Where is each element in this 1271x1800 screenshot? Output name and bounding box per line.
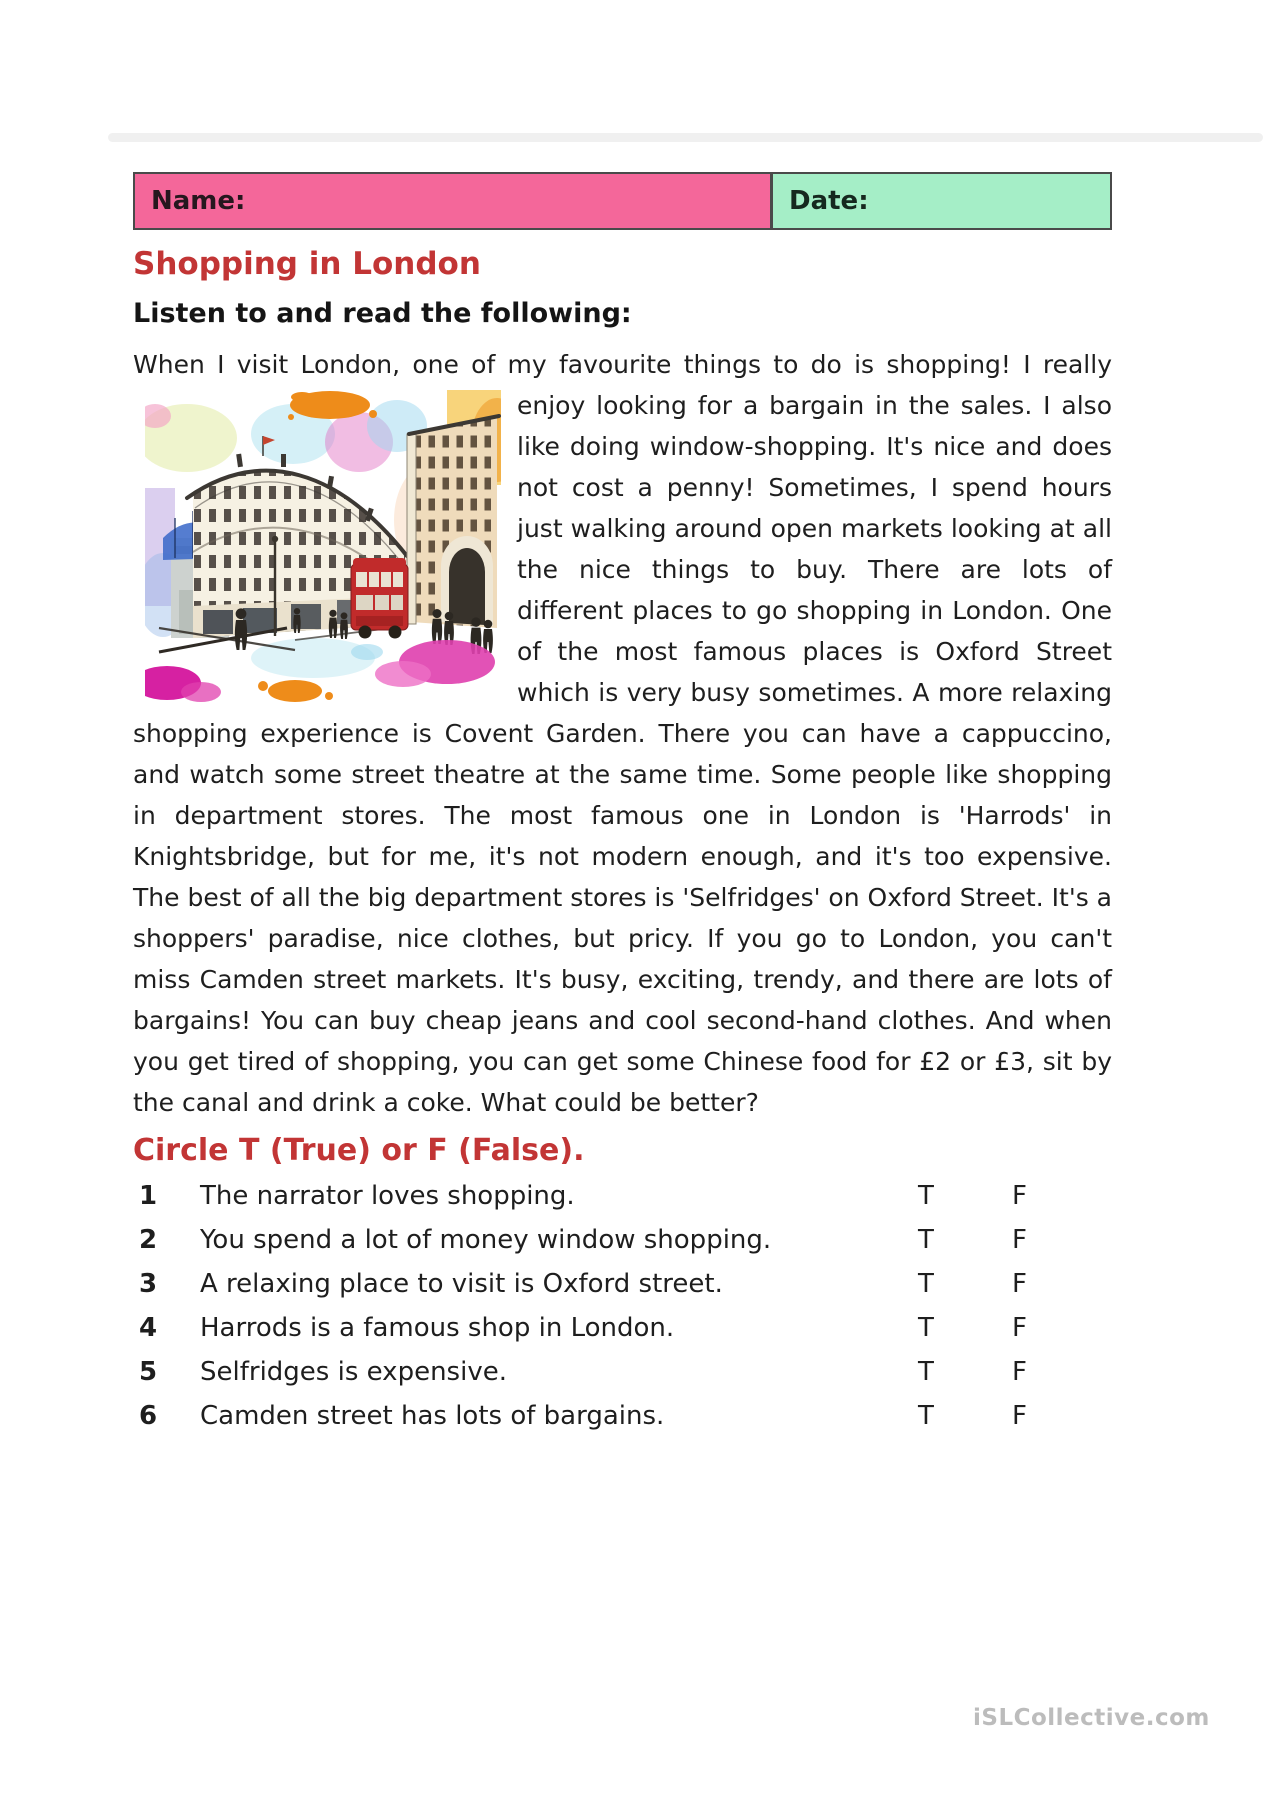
- question-number: 2: [139, 1225, 158, 1255]
- reading-passage: [133, 344, 1112, 1123]
- question-text: Camden street has lots of bargains.: [200, 1401, 665, 1431]
- question-text: The narrator loves shopping.: [200, 1181, 575, 1211]
- name-label: Name:: [151, 186, 246, 216]
- question-number: 4: [139, 1313, 158, 1343]
- name-date-header: [133, 172, 1112, 230]
- question-number: 6: [139, 1401, 158, 1431]
- false-option[interactable]: F: [1012, 1401, 1027, 1431]
- london-street-illustration: [145, 390, 501, 702]
- question-row: [133, 1182, 1073, 1211]
- question-row: [133, 1402, 1073, 1431]
- question-row: [133, 1358, 1073, 1387]
- passage-first-line: When I visit London, one of my favourite things to do is shopping! I: [133, 350, 1031, 379]
- passage-body: really enjoy looking for a bargain in the sales. I also like doing window-shopping. It's nice and does not cost a penny! Sometimes, I spend hours just walking around open markets looking at all the nice things to buy. There are lots of different places to go shopping in London. One of the most famous places is Oxford Street which is very busy sometimes. A more relaxing shopping experience is Covent Garden. There you can have a cappuccino, and watch some street theatre at the same time. Some people like shopping in department stores. The most famous one in London is 'Harrods' in Knightsbridge, but for me, it's not modern enough, and it's too expensive. The best of all the big department stores is 'Selfridges' on Oxford Street. It's a shoppers' paradise, nice clothes, but pricy. If you go to London, you can't miss Camden street markets. It's busy, exciting, trendy, and there are lots of bargains! You can buy cheap jeans and cool second-hand clothes. And when you get tired of shopping, you can get some Chinese food for £2 or £3, sit by the canal and drink a coke. What could be better?: [133, 350, 1112, 1117]
- false-option[interactable]: F: [1012, 1225, 1027, 1255]
- question-list: [133, 1182, 1073, 1431]
- double-decker-bus: [351, 558, 408, 639]
- question-row: [133, 1270, 1073, 1299]
- true-false-heading: Circle T (True) or F (False).: [133, 1133, 585, 1168]
- question-text: You spend a lot of money window shopping.: [200, 1225, 772, 1255]
- false-option[interactable]: F: [1012, 1181, 1027, 1211]
- true-option[interactable]: T: [918, 1269, 934, 1299]
- question-number: 1: [139, 1181, 158, 1211]
- question-text: Harrods is a famous shop in London.: [200, 1313, 675, 1343]
- question-row: [133, 1314, 1073, 1343]
- true-option[interactable]: T: [918, 1357, 934, 1387]
- question-number: 3: [139, 1269, 158, 1299]
- worksheet-content: [133, 246, 1112, 1446]
- date-field[interactable]: [770, 174, 1110, 228]
- question-number: 5: [139, 1357, 158, 1387]
- question-text: A relaxing place to visit is Oxford street.: [200, 1269, 723, 1299]
- true-option[interactable]: T: [918, 1313, 934, 1343]
- scan-artifact-line: [108, 133, 1263, 142]
- true-option[interactable]: T: [918, 1225, 934, 1255]
- instruction-heading: Listen to and read the following:: [133, 298, 632, 329]
- question-row: [133, 1226, 1073, 1255]
- name-field[interactable]: [135, 174, 770, 228]
- false-option[interactable]: F: [1012, 1357, 1027, 1387]
- question-text: Selfridges is expensive.: [200, 1357, 507, 1387]
- true-option[interactable]: T: [918, 1401, 934, 1431]
- true-option[interactable]: T: [918, 1181, 934, 1211]
- false-option[interactable]: F: [1012, 1269, 1027, 1299]
- false-option[interactable]: F: [1012, 1313, 1027, 1343]
- islcollective-watermark: iSLCollective.com: [973, 1705, 1210, 1731]
- date-label: Date:: [789, 186, 869, 216]
- page-title: Shopping in London: [133, 246, 481, 282]
